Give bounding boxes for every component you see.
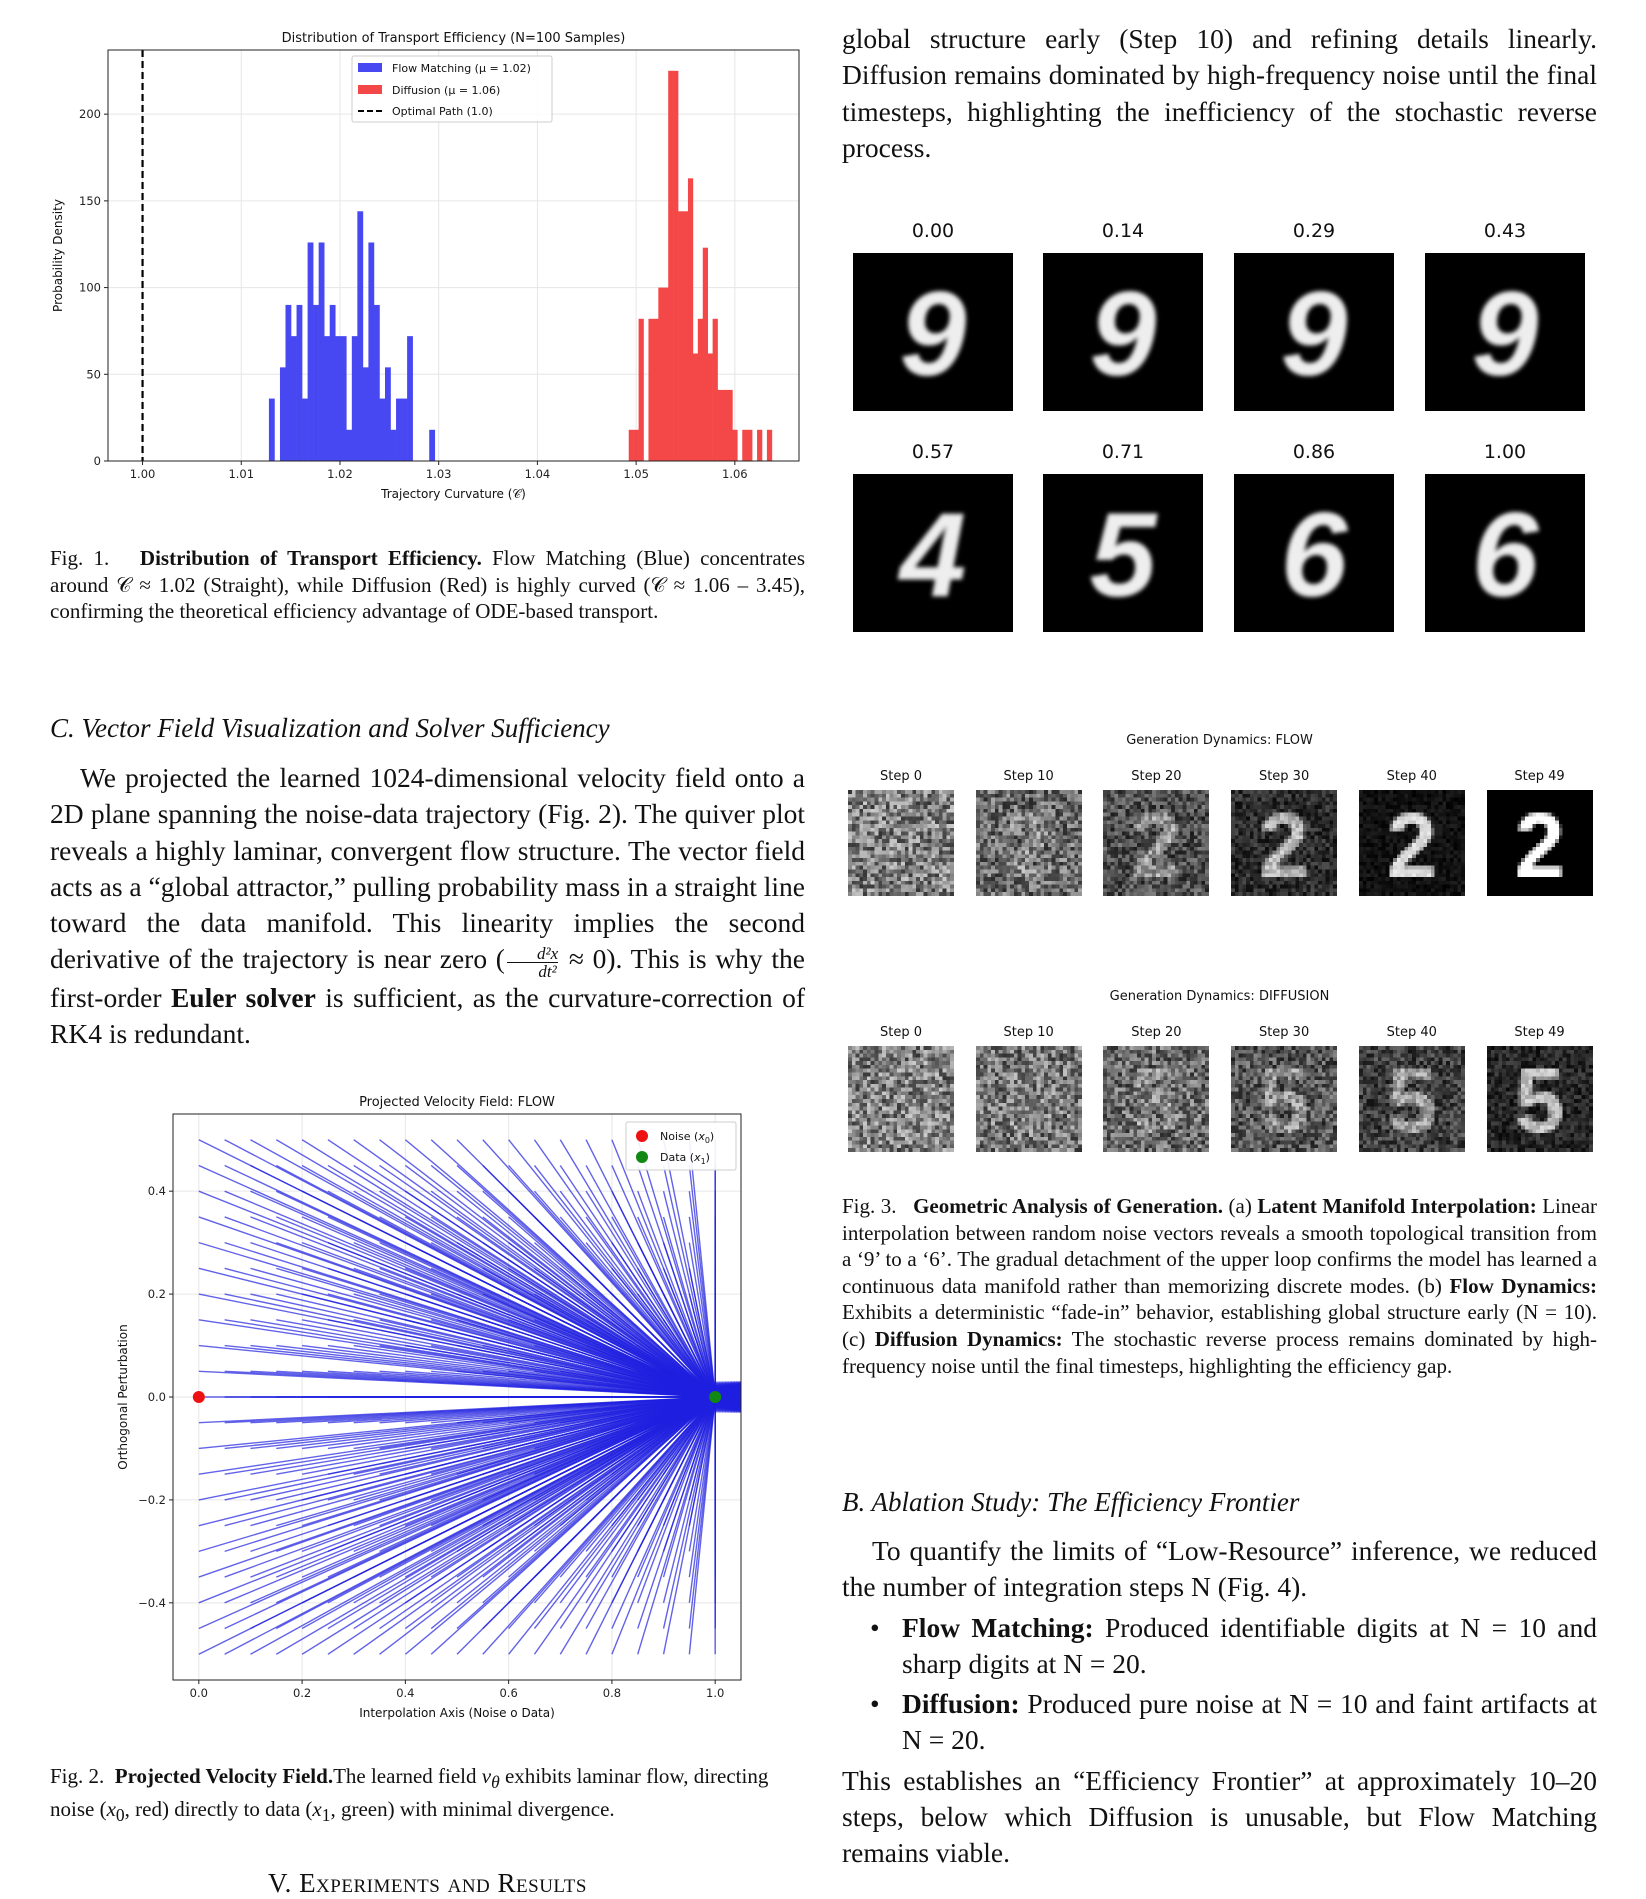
x-tick-label: 1.03	[425, 467, 452, 481]
y-tick-label: 50	[86, 367, 101, 382]
histogram-bar	[767, 430, 772, 461]
section-b-conclusion: This establishes an “Efficiency Frontier” at approximately 10–20 steps, below which Diffusion is unusable, but Flow Matching remains viable.	[842, 1764, 1597, 1869]
second-derivative-fraction	[507, 945, 558, 980]
x-tick-label: 1.05	[623, 467, 649, 481]
interpolation-alpha-label: 0.86	[1292, 441, 1336, 463]
digit-glyph: 4	[899, 488, 967, 622]
histogram-bar	[396, 399, 402, 461]
fig3-part-text: Linear interpolation between random noise vectors reveals a smooth topological transition from a ‘9’ to a ‘6’. The gradual detachment of the upper loop confirms the model has learned a continuous data manifold rather than memorizing discrete modes.	[842, 1194, 1598, 1298]
projected-velocity-field-plot	[0, 1080, 830, 1740]
fig3-part-title: Latent Manifold Interpolation:	[1257, 1194, 1537, 1218]
chart-title: Distribution of Transport Efficiency (N=100 Samples)	[281, 31, 626, 46]
histogram-bar	[346, 430, 352, 461]
fig2-caption-text: exhibits laminar flow, directing noise (	[50, 1764, 769, 1821]
bullet-text: Produced identifiable digits at N = 10 and sharp digits at N = 20.	[902, 1611, 1597, 1679]
histogram-bar	[688, 178, 693, 461]
section-c-text-c: is sufficient, as the curvature-correction of RK4 is redundant.	[50, 981, 805, 1049]
digit-glyph: 5	[1089, 488, 1157, 622]
legend-label: Flow Matching (μ = 1.02)	[392, 62, 531, 75]
interpolated-digit-image	[853, 474, 1013, 632]
interpolation-alpha-label: 0.14	[1101, 220, 1145, 242]
histogram-bar	[269, 399, 275, 461]
x-tick-label: 1.0	[706, 1686, 725, 1700]
x-tick-label: 1.06	[722, 467, 748, 481]
step-label: Step 30	[1258, 1025, 1310, 1040]
interpolation-alpha-label: 0.57	[911, 441, 955, 463]
digit-glyph: 6	[1280, 488, 1348, 622]
x-tick-label: 1.01	[228, 467, 255, 481]
fig1-caption	[50, 545, 805, 625]
histogram-bar	[703, 248, 708, 461]
histogram-bar	[407, 336, 413, 461]
generation-step-image	[976, 1046, 1082, 1152]
y-tick-label: 150	[79, 193, 101, 208]
interpolated-digit-image	[1425, 253, 1585, 411]
x-tick-label: 0.8	[602, 1686, 622, 1700]
histogram-bar	[683, 211, 688, 461]
interpolation-alpha-label: 1.00	[1483, 441, 1527, 463]
step-label: Step 49	[1514, 769, 1565, 784]
fig2-caption-text: The learned field	[333, 1764, 482, 1788]
generation-step-image	[848, 790, 954, 896]
interpolated-digit-image	[1425, 474, 1585, 632]
histogram-bar	[324, 336, 330, 461]
histogram-bar	[335, 336, 341, 461]
chart-title: Projected Velocity Field: FLOW	[359, 1095, 555, 1110]
interpolation-alpha-label: 0.00	[911, 220, 955, 242]
y-axis-label: Probability Density	[51, 199, 65, 312]
math-var: x	[106, 1796, 116, 1821]
generation-step-image	[1103, 790, 1209, 896]
histogram-bar	[658, 288, 663, 461]
legend-swatch	[358, 85, 382, 94]
generation-step-image	[848, 1046, 954, 1152]
interpolated-digit-image	[1234, 253, 1394, 411]
x-tick-label: 0.2	[292, 1686, 312, 1700]
euler-solver-bold: Euler solver	[170, 981, 316, 1013]
histogram-bar	[634, 430, 639, 461]
step-label: Step 40	[1386, 769, 1437, 784]
fig2-caption-text: , red) directly to data (	[124, 1796, 313, 1821]
step-label: Step 10	[1003, 1025, 1054, 1040]
chart-legend	[626, 1122, 736, 1170]
generation-step-image	[1359, 790, 1465, 896]
y-tick-label: −0.2	[138, 1492, 166, 1507]
math-sub: 1	[321, 1804, 331, 1825]
step-label: Step 40	[1386, 1025, 1437, 1040]
histogram-bar	[319, 242, 325, 461]
y-tick-label: 200	[79, 107, 101, 122]
interpolation-alpha-label: 0.71	[1101, 441, 1145, 463]
section-b-body	[842, 1533, 1597, 1872]
histogram-bar	[302, 399, 308, 461]
math-sub: θ	[491, 1772, 500, 1793]
interpolated-digit-image	[1043, 253, 1203, 411]
generation-step-image	[976, 790, 1082, 896]
histogram-bar	[391, 430, 397, 461]
dynamics-title: Generation Dynamics: FLOW	[1126, 733, 1313, 748]
histogram-bar	[727, 390, 732, 461]
y-tick-label: 0.2	[147, 1287, 166, 1302]
generation-step-image	[1231, 790, 1337, 896]
step-label: Step 20	[1131, 1025, 1182, 1040]
fig3-part-label: (b)	[1409, 1273, 1450, 1298]
section-c-text-a: We projected the learned 1024-dimensional velocity field onto a 2D plane spanning the noise-data trajectory (Fig. 2). The quiver plot reveals a highly laminar, convergent flow structure. The vector field acts as a “global attractor,” pulling probability mass in a straight line toward the data manifold. This linearity implies the second derivative of the trajectory is near zero (	[50, 762, 805, 975]
fig3-part-text: The stochastic reverse process remains dominated by high-frequency noise until the final timesteps, highlighting the efficiency gap.	[842, 1326, 1597, 1378]
math-sub: 0	[115, 1804, 125, 1825]
histogram-bar	[379, 399, 385, 461]
step-label: Step 49	[1514, 1025, 1565, 1040]
histogram-bar	[352, 336, 358, 461]
bullet-title: Flow Matching:	[902, 1611, 1094, 1643]
fraction-numerator: d²x	[507, 945, 558, 963]
histogram-bar	[330, 305, 336, 461]
generation-step-image	[1359, 1046, 1465, 1152]
bullet-item	[842, 1686, 1597, 1759]
legend-paren: )	[705, 1151, 710, 1164]
histogram-bar	[648, 319, 653, 461]
legend-paren: )	[709, 1130, 715, 1143]
histogram-bar	[742, 430, 747, 461]
histogram-bar	[708, 353, 713, 461]
histogram-bar	[732, 430, 737, 461]
chart-legend	[352, 56, 552, 122]
fig3-part-label: (c)	[842, 1326, 875, 1351]
x-tick-label: 1.02	[327, 467, 353, 481]
x-tick-label: 1.00	[129, 467, 156, 481]
histogram-bar	[297, 305, 303, 461]
generation-step-image	[1487, 790, 1593, 896]
legend-swatch	[358, 63, 382, 72]
y-tick-label: 0.4	[147, 1184, 166, 1199]
histogram-bar	[663, 288, 668, 461]
histogram-bar	[747, 430, 752, 461]
histogram-bar	[429, 430, 435, 461]
legend-label: Diffusion (μ = 1.06)	[392, 84, 501, 97]
dynamics-title: Generation Dynamics: DIFFUSION	[1109, 989, 1330, 1004]
ablation-bullet-list	[842, 1610, 1597, 1759]
histogram-bar	[639, 319, 644, 461]
generation-step-image	[1103, 1046, 1209, 1152]
legend-label: Data $(x_1)$	[660, 1151, 710, 1166]
histogram-bar	[368, 242, 374, 461]
step-label: Step 30	[1258, 769, 1310, 784]
histogram-series-flow	[269, 211, 435, 461]
legend-marker	[636, 1151, 648, 1163]
section-v-heading: V. Experiments and Results	[268, 1868, 587, 1898]
histogram-bar	[698, 319, 703, 461]
digit-glyph: 9	[1089, 267, 1157, 401]
fig3-part-title: Flow Dynamics:	[1449, 1273, 1597, 1298]
fig2-caption-label: Fig. 2.	[50, 1764, 105, 1788]
data-point	[709, 1391, 721, 1403]
section-b-intro: To quantify the limits of “Low-Resource” inference, we reduced the number of integration steps N (Fig. 4).	[842, 1535, 1597, 1603]
fig3-part-text: Exhibits a deterministic “fade-in” behavior, establishing global structure early (N = 10).	[842, 1300, 1597, 1325]
interpolation-alpha-label: 0.43	[1483, 220, 1527, 242]
legend-marker	[636, 1130, 648, 1142]
histogram-bar	[653, 319, 658, 461]
histogram-bar	[757, 430, 762, 461]
histogram-bar	[385, 367, 391, 461]
bullet-title: Diffusion:	[902, 1688, 1020, 1720]
histogram-bar	[402, 399, 408, 461]
histogram-bar	[673, 71, 678, 461]
histogram-series-diffusion	[629, 71, 772, 461]
histogram-bar	[713, 319, 718, 461]
section-c-paragraph	[50, 760, 805, 1052]
bullet-item	[842, 1610, 1597, 1683]
x-axis-label: Interpolation Axis (Noise o Data)	[359, 1706, 555, 1720]
digit-glyph: 9	[1471, 267, 1539, 401]
right-top-paragraph: global structure early (Step 10) and refining details linearly. Diffusion remains dominated by high-frequency noise until the final timesteps, highlighting the inefficiency of the stochastic reverse process.	[842, 23, 1597, 163]
section-c-text-b: ≈ 0). This is why the first-order	[50, 943, 805, 1013]
interpolation-alpha-label: 0.29	[1292, 220, 1336, 242]
section-c-heading: C. Vector Field Visualization and Solver Sufficiency	[50, 713, 610, 743]
fig2-caption	[50, 1763, 805, 1829]
histogram-bar	[341, 336, 347, 461]
histogram-bar	[313, 305, 319, 461]
legend-math: x	[698, 1130, 705, 1143]
histogram-bar	[668, 71, 673, 461]
fig3-part-title: Diffusion Dynamics:	[874, 1326, 1063, 1351]
bullet-text: Produced pure noise at N = 10 and faint artifacts at N = 20.	[902, 1688, 1597, 1756]
histogram-bar	[718, 390, 723, 461]
legend-subscript: 1	[700, 1157, 706, 1166]
x-tick-label: 0.0	[189, 1686, 208, 1700]
y-tick-label: 100	[79, 280, 101, 295]
noise-point	[193, 1391, 205, 1403]
histogram-bar	[363, 367, 369, 461]
step-label: Step 0	[879, 1025, 922, 1040]
fig3-caption-label: Fig. 3.	[842, 1194, 897, 1218]
y-tick-label: 0	[93, 454, 101, 468]
generation-step-image	[1487, 1046, 1593, 1152]
histogram-bar	[285, 305, 291, 461]
y-axis-label: Orthogonal Perturbation	[116, 1324, 130, 1470]
fig1-caption-title: Distribution of Transport Efficiency.	[139, 546, 482, 570]
x-tick-label: 0.6	[499, 1686, 518, 1700]
interpolated-digit-image	[1234, 474, 1394, 632]
fig3-part-label: (a)	[1228, 1194, 1258, 1218]
step-label: Step 20	[1131, 769, 1182, 784]
fig1-caption-label: Fig. 1.	[50, 546, 110, 570]
histogram-bar	[357, 211, 363, 461]
fig3-caption	[842, 1193, 1597, 1379]
fraction-denominator: dt²	[538, 961, 557, 981]
digit-glyph: 9	[1280, 267, 1348, 401]
math-var: v	[481, 1764, 492, 1788]
y-tick-label: 0.0	[147, 1390, 166, 1404]
digit-glyph: 6	[1471, 488, 1539, 622]
histogram-bar	[693, 353, 698, 461]
y-tick-label: −0.4	[138, 1595, 166, 1610]
fig3-caption-title: Geometric Analysis of Generation.	[913, 1194, 1223, 1218]
histogram-bar	[291, 336, 297, 461]
histogram-bar	[629, 430, 634, 461]
transport-efficiency-histogram	[0, 0, 830, 520]
math-var: x	[312, 1796, 322, 1821]
legend-math: x	[694, 1151, 701, 1164]
histogram-bar	[374, 305, 380, 461]
digit-glyph: 9	[899, 267, 967, 401]
histogram-bar	[678, 211, 683, 461]
histogram-bar	[722, 390, 727, 461]
legend-subscript: 0	[704, 1136, 710, 1145]
step-label: Step 10	[1003, 769, 1054, 784]
legend-label: Optimal Path (1.0)	[392, 105, 493, 118]
fig1-caption-text: Flow Matching (Blue) concentrates around 𝒞 ≈ 1.02 (Straight), while Diffusion (Red) is highly curved (𝒞 ≈ 1.06 – 3.45), confirming the theoretical efficiency advantage of ODE-based transport.	[50, 546, 806, 624]
x-axis-label: Trajectory Curvature (𝒞)	[381, 487, 526, 501]
velocity-field-arrows	[199, 1140, 746, 1655]
fig2-caption-title: Projected Velocity Field.	[114, 1764, 334, 1788]
x-tick-label: 1.04	[524, 467, 551, 481]
fig2-caption-text: , green) with minimal divergence.	[330, 1796, 615, 1821]
step-label: Step 0	[879, 769, 922, 784]
section-b-heading: B. Ablation Study: The Efficiency Frontier	[842, 1487, 1300, 1517]
histogram-bar	[280, 367, 286, 461]
interpolated-digit-image	[1043, 474, 1203, 632]
legend-label: Noise $(x_0)$	[660, 1130, 715, 1145]
generation-step-image	[1231, 1046, 1337, 1152]
x-tick-label: 0.4	[396, 1686, 415, 1700]
interpolated-digit-image	[853, 253, 1013, 411]
histogram-bar	[308, 242, 314, 461]
